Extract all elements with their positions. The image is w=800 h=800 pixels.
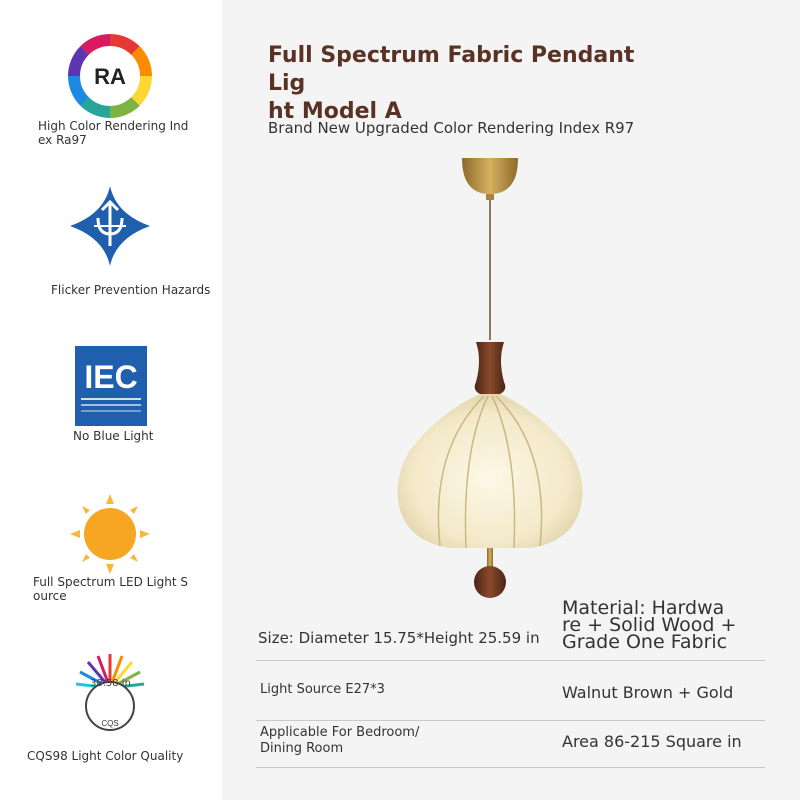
feature-label-full-spectrum: Full Spectrum LED Light S ource [33,575,188,603]
pendant-lamp-image [380,150,600,600]
spec-divider-1 [256,660,765,661]
product-title: Full Spectrum Fabric Pendant Lig ht Model A [268,43,635,124]
sun-icon [70,494,150,574]
spec-color: Walnut Brown + Gold [562,683,734,702]
cqs-icon [70,648,150,734]
spec-applicable: Applicable For Bedroom/ Dining Room [260,725,420,756]
feature-label-flicker: Flicker Prevention Hazards [51,283,211,297]
feature-label-ra97: High Color Rendering Ind ex Ra97 [38,119,189,147]
ra-badge-text: RA [94,64,126,89]
spec-material: Material: Hardwa re + Solid Wood + Grade One Fabric [562,597,737,653]
cqs-badge-text: CQS [101,719,119,728]
iec-badge-text: IEC [84,359,138,395]
product-subtitle: Brand New Upgraded Color Rendering Index R97 [268,119,635,137]
feature-label-cqs: CQS98 Light Color Quality [27,749,184,763]
spec-divider-3 [256,767,765,768]
feature-sidebar [0,0,222,800]
spec-area: Area 86-215 Square in [562,732,742,751]
flicker-diamond-icon [68,184,152,268]
spec-size: Size: Diameter 15.75*Height 25.59 in [258,629,540,647]
spec-divider-2 [256,720,765,721]
feature-label-blue-light: No Blue Light [73,429,154,443]
cqs-reading: 38.58 in [90,678,131,689]
iec-logo-icon [75,346,147,426]
spec-light-source: Light Source E27*3 [260,682,385,697]
ra-color-wheel-icon [68,34,152,118]
